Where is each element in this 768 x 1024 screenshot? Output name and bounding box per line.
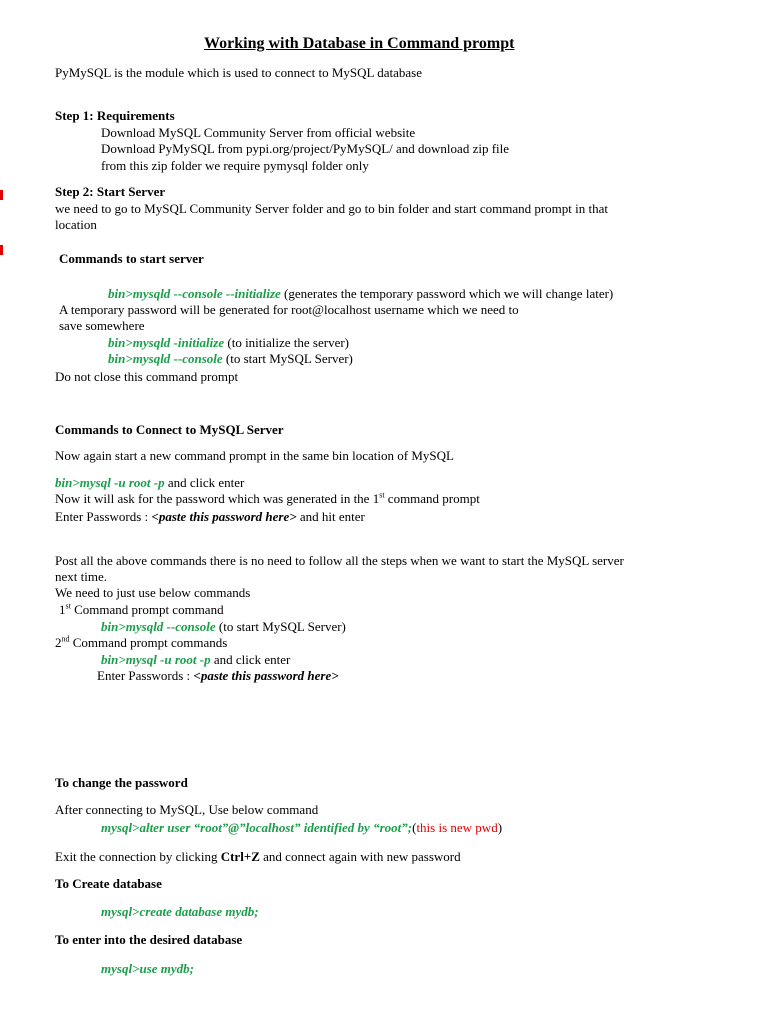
post-cmd2-note: and click enter <box>210 652 291 667</box>
post-cmd2-line <box>101 652 290 668</box>
paren-open: ( <box>412 820 417 835</box>
cmd1-note: (generates the temporary password which we will change later) <box>280 286 614 301</box>
post-second-num: 2 <box>55 635 62 650</box>
cmd-create-database: mysql>create database mydb; <box>101 904 259 919</box>
do-not-close-note: Do not close this command prompt <box>55 369 239 384</box>
change-password-heading: To change the password <box>55 775 188 790</box>
post-second-text: Command prompt commands <box>69 635 228 650</box>
post-first-sup: st <box>65 601 71 611</box>
post-cmd-login: bin>mysql -u root -p <box>101 652 211 667</box>
hit-enter-text: and hit enter <box>296 509 365 524</box>
connect-line2-a: Now it will ask for the password which was generated in the 1 <box>55 491 380 506</box>
margin-mark-2 <box>0 245 3 255</box>
step2-line1: we need to go to MySQL Community Server folder and go to bin folder and start command prompt in that <box>55 201 609 216</box>
cmd-initialize-console: bin>mysqld --console --initialize <box>108 286 281 301</box>
step2-heading: Step 2: Start Server <box>55 184 166 199</box>
ctrl-z-key: Ctrl+Z <box>220 849 260 864</box>
new-pwd-note: this is new pwd <box>416 820 498 835</box>
start-server-cmd2-line <box>108 335 349 351</box>
cmd2-note: (to initialize the server) <box>224 335 350 350</box>
paren-close: ) <box>497 820 503 835</box>
connect-heading: Commands to Connect to MySQL Server <box>55 422 284 437</box>
start-server-cmd1-line <box>108 286 613 302</box>
connect-cmd-note: and click enter <box>164 475 245 490</box>
connect-line3 <box>55 509 365 525</box>
exit-text: Exit the connection by clicking <box>55 849 221 864</box>
post-first-prompt <box>59 602 224 618</box>
post-cmd1-note: (to start MySQL Server) <box>215 619 346 634</box>
post-line4 <box>97 668 339 684</box>
paste-password-placeholder: <paste this password here> <box>151 509 297 524</box>
start-server-cmd3-line <box>108 351 353 367</box>
post-second-sup: nd <box>61 634 70 644</box>
connect-line2-sup: st <box>379 490 385 500</box>
create-db-heading: To Create database <box>55 876 162 891</box>
cmd-console: bin>mysqld --console <box>108 351 223 366</box>
enter-passwords-label: Enter Passwords : <box>55 509 152 524</box>
change-password-line2 <box>55 849 461 865</box>
post-cmd-console: bin>mysqld --console <box>101 619 216 634</box>
cmd-mysql-login: bin>mysql -u root -p <box>55 475 165 490</box>
step1-line1: Download MySQL Community Server from official website <box>101 125 416 140</box>
start-server-heading: Commands to start server <box>59 251 204 266</box>
post-line3: We need to just use below commands <box>55 585 251 600</box>
reconnect-text: and connect again with new password <box>259 849 461 864</box>
cmd-initialize: bin>mysqld -initialize <box>108 335 225 350</box>
post-first-num: 1 <box>59 602 66 617</box>
step1-line3: from this zip folder we require pymysql folder only <box>101 158 369 173</box>
connect-line1: Now again start a new command prompt in the same bin location of MySQL <box>55 448 454 463</box>
cmd-alter-user: mysql>alter user “root”@”localhost” identified by “root”; <box>101 820 413 835</box>
step2-line2: location <box>55 217 97 232</box>
temp-password-note: A temporary password will be generated for root@localhost username which we need to <box>59 302 519 317</box>
post-line2: next time. <box>55 569 107 584</box>
connect-cmd-line <box>55 475 244 491</box>
change-password-line1: After connecting to MySQL, Use below command <box>55 802 319 817</box>
post-enter-passwords-label: Enter Passwords : <box>97 668 194 683</box>
enter-db-heading: To enter into the desired database <box>55 932 243 947</box>
post-line1: Post all the above commands there is no need to follow all the steps when we want to start the MySQL server <box>55 553 624 568</box>
temp-password-note-2: save somewhere <box>59 318 145 333</box>
connect-line2-b: command prompt <box>384 491 480 506</box>
post-first-text: Command prompt command <box>70 602 224 617</box>
intro-text: PyMySQL is the module which is used to connect to MySQL database <box>55 65 422 80</box>
margin-mark-1 <box>0 190 3 200</box>
step1-heading: Step 1: Requirements <box>55 108 175 123</box>
cmd3-note: (to start MySQL Server) <box>222 351 353 366</box>
connect-line2 <box>55 491 480 507</box>
cmd-use-database: mysql>use mydb; <box>101 961 194 976</box>
page-title: Working with Database in Command prompt <box>204 35 515 52</box>
change-password-cmd-line <box>101 820 502 836</box>
post-second-prompt <box>55 635 227 651</box>
post-cmd1-line <box>101 619 346 635</box>
step1-line2: Download PyMySQL from pypi.org/project/PyMySQL/ and download zip file <box>101 141 510 156</box>
post-paste-password-placeholder: <paste this password here> <box>193 668 339 683</box>
